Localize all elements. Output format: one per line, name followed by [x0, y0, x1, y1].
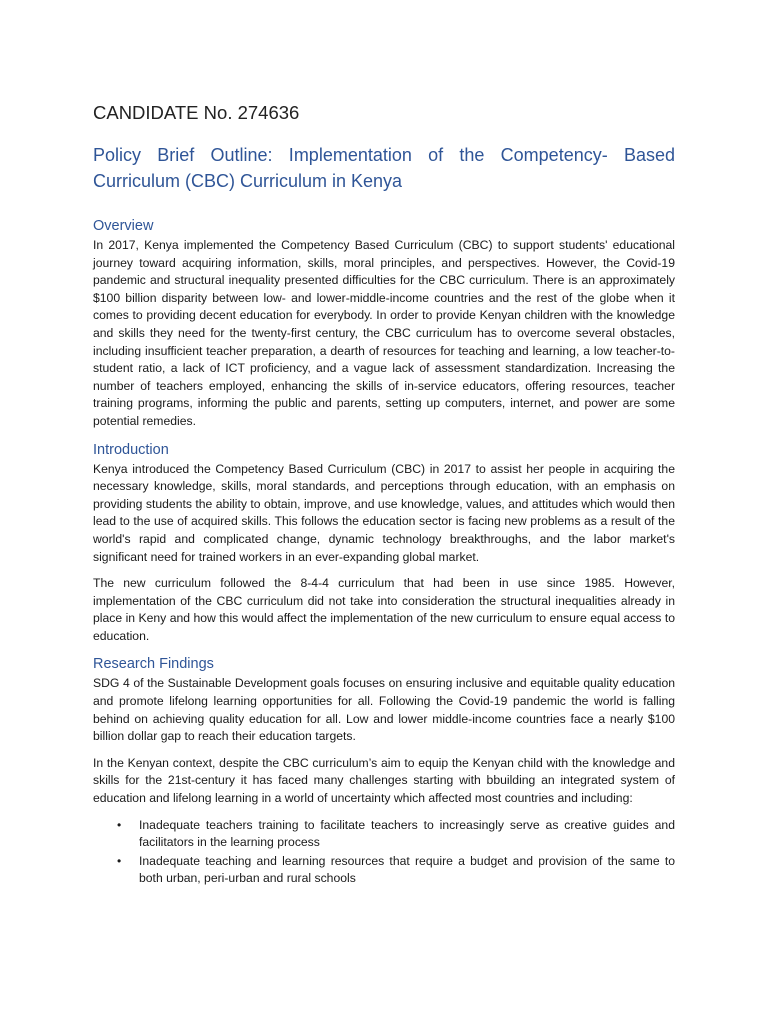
- list-item: [117, 853, 675, 888]
- list-item: [117, 817, 675, 852]
- list-item-text: Inadequate teachers training to facilitate teachers to increasingly serve as creative guides and facilitators in the learning process: [139, 817, 675, 850]
- overview-paragraph: In 2017, Kenya implemented the Competency Based Curriculum (CBC) to support students' educational journey toward acquiring information, skills, moral principles, and perspectives. However, the Covid-19 pandemic and structural inequality presented difficulties for the CBC curriculum. There is an approximately $100 billion disparity between low- and lower-middle-income countries and the rest of the globe when it comes to providing decent education for everybody. In order to provide Kenyan children with the knowledge and skills they need for the twenty-first century, the CBC curriculum has to overcome several obstacles, including insufficient teacher preparation, a dearth of resources for teaching and learning, a low teacher-to-student ratio, a lack of ICT proficiency, and a vague lack of assessment standardization. Increasing the number of teachers employed, enhancing the skills of in-service educators, offering resources, teacher training programs, informing the public and parents, setting up computers, internet, and power are some potential remedies.: [93, 238, 675, 428]
- candidate-number: CANDIDATE No. 274636: [93, 102, 300, 123]
- introduction-paragraph-2: The new curriculum followed the 8-4-4 curriculum that had been in use since 1985. However, implementation of the CBC curriculum did not take into consideration the structural inequalities already in place in Keny and how this would affect the implementation of the new curriculum to ensure equal access to education.: [93, 576, 675, 643]
- introduction-heading: Introduction: [93, 441, 169, 458]
- introduction-section: [93, 440, 675, 646]
- list-item-text: Inadequate teaching and learning resources that require a budget and provision of the same to both urban, peri-urban and rural schools: [139, 853, 675, 886]
- bullet-icon: •: [117, 817, 122, 832]
- research-findings-section: [93, 654, 675, 888]
- challenges-list: [93, 817, 675, 888]
- overview-heading: Overview: [93, 218, 154, 234]
- research-paragraph-1: SDG 4 of the Sustainable Development goals focuses on ensuring inclusive and equitable quality education and promote lifelong learning opportunities for all. Following the Covid-19 pandemic the world is falling behind on achieving quality education for all. Low and lower middle-income countries face a nearly $100 billion dollar gap to reach their education targets.: [93, 676, 675, 744]
- bullet-icon: •: [117, 853, 122, 868]
- research-paragraph-2: In the Kenyan context, despite the CBC curriculum’s aim to equip the Kenyan child with the knowledge and skills for the 21st-century it has faced many challenges starting with bbuilding an integrated system of education and lifelong learning in a world of uncertainty which affected most countries and including:: [93, 755, 675, 806]
- document-page: [93, 100, 675, 889]
- document-title: Policy Brief Outline: Implementation of the Competency- Based Curriculum (CBC) Curriculum in Kenya: [93, 145, 675, 191]
- overview-section: [93, 216, 675, 431]
- introduction-paragraph-1: Kenya introduced the Competency Based Curriculum (CBC) in 2017 to assist her people in acquiring the necessary knowledge, skills, moral standards, and perceptions through education, with an emphasis on providing students the ability to obtain, improve, and use knowledge, values, and attitudes which would then lead to the use of acquired skills. This follows the education sector is facing new problems as a result of the world's rapid and complicated change, dynamic technology breakthroughs, and the labor market's significant need for trained workers in an ever-expanding global market.: [93, 461, 675, 564]
- research-findings-heading: Research Findings: [93, 656, 214, 673]
